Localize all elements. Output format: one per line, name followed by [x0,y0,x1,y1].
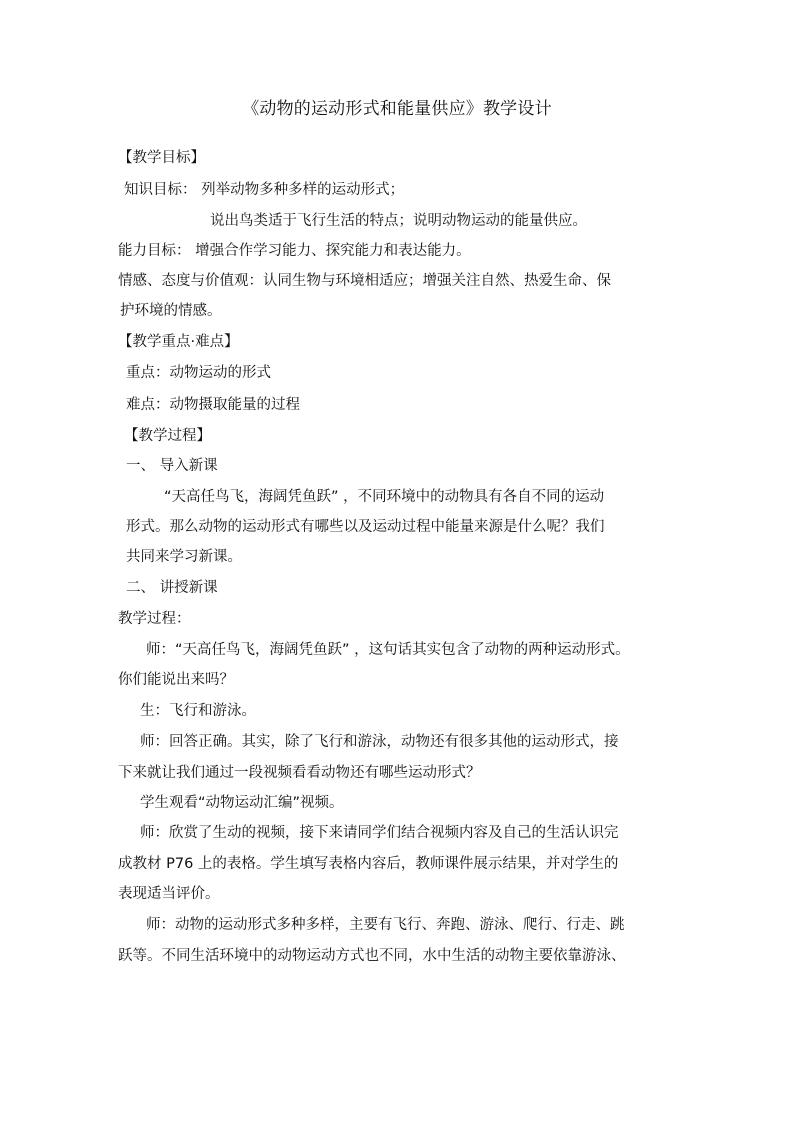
section-heading-key-points: 【教学重点·难点】 [118,334,239,350]
teacher-line-3-continuation-2: 表现适当评价。 [118,886,220,902]
teacher-line-3-continuation-1: 成教材 P76 上的表格。学生填写表格内容后，教师课件展示结果，并对学生的 [118,856,619,872]
intro-paragraph-line-2: 形式。那么动物的运动形式有哪些以及运动过程中能量来源是什么呢？我们 [126,519,605,535]
difficulty-line: 难点：动物摄取能量的过程 [126,397,300,413]
teacher-line-3: 师：欣赏了生动的视频，接下来请同学们结合视频内容及自己的生活认识完 [140,825,619,841]
teacher-line-2: 师：回答正确。其实，除了飞行和游泳，动物还有很多其他的运动形式，接 [140,734,619,750]
student-activity-line: 学生观看“动物运动汇编”视频。 [140,795,344,811]
teacher-line-1-continuation: 你们能说出来吗？ [118,672,234,688]
document-title: 《动物的运动形式和能量供应》教学设计 [242,99,552,119]
knowledge-objective-continuation: 说出鸟类适于飞行生活的特点；说明动物运动的能量供应。 [210,213,587,229]
step-two-heading: 二、 讲授新课 [126,580,218,596]
step-one-heading: 一、 导入新课 [126,458,218,474]
teacher-line-2-continuation: 下来就让我们通过一段视频看看动物还有哪些运动形式？ [118,765,481,781]
teaching-process-label: 教学过程： [118,611,191,627]
intro-paragraph-line-1: “天高任鸟飞，海阔凭鱼跃” ，不同环境中的动物具有各自不同的运动 [164,489,605,505]
key-point-line: 重点：动物运动的形式 [126,365,271,381]
knowledge-objective-line: 知识目标： 列举动物多种多样的运动形式； [124,182,405,198]
attitude-objective-continuation: 护环境的情感。 [120,303,222,319]
ability-objective-line: 能力目标： 增强合作学习能力、探究能力和表达能力。 [118,243,471,259]
student-line-1: 生：飞行和游泳。 [140,703,256,719]
teacher-line-4: 师：动物的运动形式多种多样，主要有飞行、奔跑、游泳、爬行、行走、跳 [146,917,625,933]
intro-paragraph-line-3: 共同来学习新课。 [126,549,242,565]
teacher-line-4-continuation: 跃等。不同生活环境中的动物运动方式也不同，水中生活的动物主要依靠游泳、 [118,948,626,964]
attitude-objective-line: 情感、态度与价值观：认同生物与环境相适应；增强关注自然、热爱生命、保 [118,273,611,289]
section-heading-process: 【教学过程】 [124,428,211,444]
section-heading-objectives: 【教学目标】 [118,150,205,166]
teacher-line-1: 师：“天高任鸟飞，海阔凭鱼跃” ，这句话其实包含了动物的两种运动形式。 [146,642,630,658]
